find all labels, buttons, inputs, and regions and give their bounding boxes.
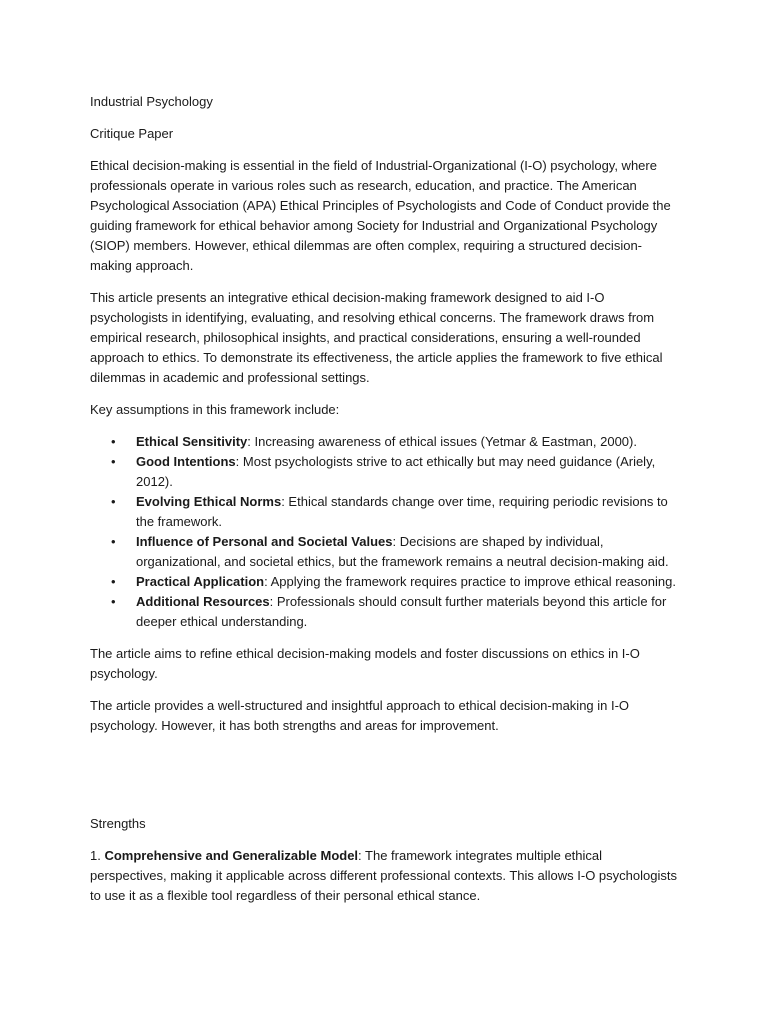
list-item <box>90 572 680 592</box>
assumption-term: Good Intentions <box>136 454 236 469</box>
bullet-icon: • <box>111 434 116 449</box>
bullet-icon: • <box>111 594 116 609</box>
bullet-icon: • <box>111 534 116 549</box>
assumption-term: Influence of Personal and Societal Values <box>136 534 393 549</box>
list-item <box>90 592 680 632</box>
intro-paragraph: Ethical decision-making is essential in the field of Industrial-Organizational (I-O) psychology, where professionals operate in various roles such as research, education, and practice. The American Psychological Association (APA) Ethical Principles of Psychologists and Code of Conduct provide the guiding framework for ethical behavior among Society for Industrial and Organizational Psychology (SIOP) members. However, ethical dilemmas are often complex, requiring a structured decision-making approach. <box>90 158 671 273</box>
assumption-term: Practical Application <box>136 574 265 589</box>
bullet-icon: • <box>111 574 116 589</box>
assumption-text: : Decisions are shaped by individual, organizational, and societal ethics, but the framework remains a neutral decision-making aid. <box>136 534 669 569</box>
bullet-icon: • <box>111 494 116 509</box>
list-item <box>90 492 680 532</box>
assumption-text: : Professionals should consult further materials beyond this article for deeper ethical understanding. <box>136 594 667 629</box>
assumption-term: Additional Resources <box>136 594 270 609</box>
document-page <box>90 92 680 918</box>
strength-item-1 <box>90 846 680 906</box>
list-item <box>90 532 680 572</box>
strengths-heading: Strengths <box>90 816 146 831</box>
document-subtitle: Critique Paper <box>90 126 174 141</box>
assumptions-list <box>90 432 680 632</box>
document-title: Industrial Psychology <box>90 94 213 109</box>
list-item <box>90 432 680 452</box>
assumption-text: : Most psychologists strive to act ethically but may need guidance (Ariely, 2012). <box>136 454 656 489</box>
assumption-term: Ethical Sensitivity <box>136 434 248 449</box>
strength-text: : The framework integrates multiple ethical perspectives, making it applicable across different professional contexts. This allows I-O psychologists to use it as a flexible tool regardless of their personal ethical stance. <box>90 848 677 903</box>
strength-term: Comprehensive and Generalizable Model <box>104 848 359 863</box>
evaluation-paragraph: The article provides a well-structured and insightful approach to ethical decision-making in I-O psychology. However, it has both strengths and areas for improvement. <box>90 698 630 733</box>
assumptions-lead: Key assumptions in this framework include: <box>90 402 340 417</box>
assumption-text: : Applying the framework requires practice to improve ethical reasoning. <box>264 574 676 589</box>
assumption-text: : Increasing awareness of ethical issues (Yetmar & Eastman, 2000). <box>247 434 637 449</box>
blank-space <box>90 748 680 814</box>
assumption-text: : Ethical standards change over time, requiring periodic revisions to the framework. <box>136 494 668 529</box>
assumption-term: Evolving Ethical Norms <box>136 494 282 509</box>
framework-paragraph: This article presents an integrative ethical decision-making framework designed to aid I-O psychologists in identifying, evaluating, and resolving ethical concerns. The framework draws from empirical research, philosophical insights, and practical considerations, ensuring a well-rounded approach to ethics. To demonstrate its effectiveness, the article applies the framework to five ethical dilemmas in academic and professional settings. <box>90 290 663 385</box>
bullet-icon: • <box>111 454 116 469</box>
strength-number: 1. <box>90 848 105 863</box>
aims-paragraph: The article aims to refine ethical decision-making models and foster discussions on ethics in I-O psychology. <box>90 646 640 681</box>
list-item <box>90 452 680 492</box>
